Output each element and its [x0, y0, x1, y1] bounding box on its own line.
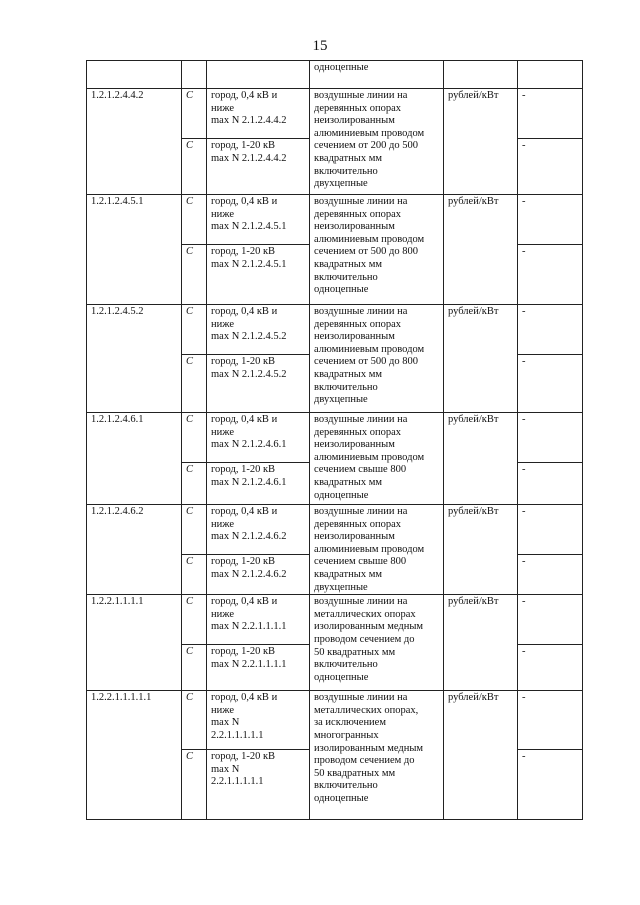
row-description: [310, 195, 444, 305]
category-line: max N: [211, 717, 240, 729]
description-line: за исключением: [314, 717, 386, 729]
row-value: -: [518, 195, 583, 245]
row-category: [207, 195, 310, 245]
row-value: -: [518, 89, 583, 139]
category-line: max N 2.1.2.4.5.2: [211, 368, 287, 380]
description-line: неизолированным: [314, 439, 395, 451]
row-category: [207, 505, 310, 555]
category-line: max N 2.1.2.4.6.1: [211, 439, 287, 451]
description-line: неизолированным: [314, 221, 395, 233]
tariff-table: [86, 60, 583, 820]
description-line: квадратных мм: [314, 476, 382, 488]
description-line: металлических опорах,: [314, 704, 419, 716]
table-row: [87, 595, 583, 645]
row-letter: C: [182, 195, 207, 245]
description-line: воздушные линии на: [314, 306, 408, 317]
row-letter: C: [182, 750, 207, 820]
category-line: город, 1-20 кВ: [211, 556, 276, 568]
row-unit: рублей/кВт: [444, 505, 518, 595]
description-line: сечением от 500 до 800: [314, 356, 418, 368]
description-line: двухцепные: [314, 581, 368, 593]
row-code: 1.2.2.1.1.1.1.1: [87, 691, 182, 820]
row-category: [207, 555, 310, 595]
row-description: [310, 505, 444, 595]
category-line: ниже: [211, 208, 235, 220]
row-letter: C: [182, 355, 207, 413]
row-unit: рублей/кВт: [444, 89, 518, 195]
description-line: 50 квадратных мм: [314, 646, 396, 658]
description-line: неизолированным: [314, 115, 395, 127]
description-line: воздушные линии на: [314, 506, 408, 517]
row-code: 1.2.1.2.4.6.2: [87, 505, 182, 595]
table-row: [87, 305, 583, 355]
description-line: воздушные линии на: [314, 196, 408, 207]
description-line: двухцепные: [314, 394, 368, 406]
row-value: -: [518, 691, 583, 750]
row-category: [207, 355, 310, 413]
description-line: сечением от 500 до 800: [314, 246, 418, 258]
row-category: [207, 645, 310, 691]
description-line: квадратных мм: [314, 152, 382, 164]
row-unit: рублей/кВт: [444, 413, 518, 505]
category-line: max N 2.2.1.1.1.1: [211, 658, 287, 670]
description-line: воздушные линии на: [314, 692, 408, 704]
description-line: воздушные линии на: [314, 596, 408, 608]
description-line: включительно: [314, 381, 378, 393]
row-value: -: [518, 645, 583, 691]
description-line: 50 квадратных мм: [314, 767, 396, 779]
category-line: город, 0,4 кВ и: [211, 414, 278, 425]
description-line: сечением от 200 до 500: [314, 140, 418, 152]
category-line: город, 0,4 кВ и: [211, 596, 278, 608]
continuation-row: [87, 61, 583, 89]
category-line: max N 2.1.2.4.5.1: [211, 258, 287, 270]
row-category: [207, 139, 310, 195]
description-line: одноцепные: [314, 792, 369, 804]
category-line: ниже: [211, 704, 235, 716]
description-line: сечением свыше 800: [314, 464, 407, 476]
row-category: [207, 750, 310, 820]
description-line: изолированным медным: [314, 621, 424, 633]
description-line: включительно: [314, 271, 378, 283]
description-line: сечением свыше 800: [314, 556, 407, 568]
category-line: ниже: [211, 102, 235, 114]
row-description: [310, 89, 444, 195]
category-line: город, 0,4 кВ и: [211, 306, 278, 317]
row-category: [207, 245, 310, 305]
category-line: город, 0,4 кВ и: [211, 692, 278, 704]
category-line: ниже: [211, 608, 235, 620]
description-line: деревянных опорах: [314, 426, 402, 438]
row-category: [207, 89, 310, 139]
description-line: квадратных мм: [314, 568, 382, 580]
description-line: деревянных опорах: [314, 318, 402, 330]
row-value: -: [518, 413, 583, 463]
row-category: [207, 595, 310, 645]
row-code: 1.2.1.2.4.5.1: [87, 195, 182, 305]
row-description: [310, 595, 444, 691]
description-line: деревянных опорах: [314, 208, 402, 220]
row-value: -: [518, 305, 583, 355]
row-description: [310, 413, 444, 505]
row-category: [207, 305, 310, 355]
row-code: 1.2.1.2.4.4.2: [87, 89, 182, 195]
category-line: 2.2.1.1.1.1.1: [211, 729, 264, 741]
description-line: одноцепные: [314, 284, 369, 296]
description-line: алюминиевым проводом: [314, 343, 425, 355]
description-line: деревянных опорах: [314, 518, 402, 530]
row-letter: C: [182, 691, 207, 750]
description-line: деревянных опорах: [314, 102, 402, 114]
row-unit: рублей/кВт: [444, 691, 518, 820]
row-value: -: [518, 750, 583, 820]
category-line: max N 2.1.2.4.6.2: [211, 568, 287, 580]
row-description: [310, 305, 444, 413]
table-row: [87, 691, 583, 750]
description-line: включительно: [314, 165, 378, 177]
description-line: включительно: [314, 659, 378, 671]
continuation-text: одноцепные: [310, 61, 444, 89]
category-line: max N 2.2.1.1.1.1: [211, 621, 287, 633]
description-line: квадратных мм: [314, 258, 382, 270]
description-line: алюминиевым проводом: [314, 451, 425, 463]
row-letter: C: [182, 305, 207, 355]
row-value: -: [518, 355, 583, 413]
table-row: [87, 89, 583, 139]
category-line: max N 2.1.2.4.6.1: [211, 476, 287, 488]
category-line: город, 1-20 кВ: [211, 464, 276, 475]
row-code: 1.2.1.2.4.5.2: [87, 305, 182, 413]
description-line: включительно: [314, 780, 378, 792]
description-line: одноцепные: [314, 671, 369, 683]
row-letter: C: [182, 595, 207, 645]
description-line: алюминиевым проводом: [314, 543, 425, 555]
description-line: алюминиевым проводом: [314, 233, 425, 245]
row-code: 1.2.1.2.4.6.1: [87, 413, 182, 505]
category-line: 2.2.1.1.1.1.1: [211, 776, 264, 788]
category-line: город, 0,4 кВ и: [211, 506, 278, 517]
row-letter: C: [182, 645, 207, 691]
description-line: проводом сечением до: [314, 755, 415, 767]
description-line: воздушные линии на: [314, 414, 408, 425]
category-line: город, 1-20 кВ: [211, 140, 276, 151]
row-code: 1.2.2.1.1.1.1: [87, 595, 182, 691]
row-letter: C: [182, 555, 207, 595]
description-line: металлических опорах: [314, 608, 416, 620]
row-unit: рублей/кВт: [444, 305, 518, 413]
category-line: город, 1-20 кВ: [211, 751, 276, 763]
row-value: -: [518, 555, 583, 595]
row-letter: C: [182, 139, 207, 195]
row-value: -: [518, 463, 583, 505]
row-category: [207, 691, 310, 750]
row-letter: C: [182, 89, 207, 139]
category-line: max N 2.1.2.4.5.1: [211, 221, 287, 233]
row-unit: рублей/кВт: [444, 195, 518, 305]
category-line: max N: [211, 763, 240, 775]
description-line: воздушные линии на: [314, 90, 408, 101]
category-line: ниже: [211, 318, 235, 330]
row-letter: C: [182, 463, 207, 505]
category-line: город, 0,4 кВ и: [211, 90, 278, 101]
row-category: [207, 463, 310, 505]
category-line: max N 2.1.2.4.4.2: [211, 152, 287, 164]
row-value: -: [518, 245, 583, 305]
description-line: многогранных: [314, 729, 379, 741]
table-row: [87, 413, 583, 463]
row-value: -: [518, 595, 583, 645]
category-line: город, 0,4 кВ и: [211, 196, 278, 207]
category-line: max N 2.1.2.4.4.2: [211, 115, 287, 127]
description-line: двухцепные: [314, 178, 368, 190]
row-letter: C: [182, 505, 207, 555]
description-line: изолированным медным: [314, 742, 424, 754]
description-line: неизолированным: [314, 331, 395, 343]
row-letter: C: [182, 413, 207, 463]
row-description: [310, 691, 444, 820]
description-line: одноцепные: [314, 489, 369, 501]
description-line: алюминиевым проводом: [314, 127, 425, 139]
row-value: -: [518, 139, 583, 195]
row-value: -: [518, 505, 583, 555]
category-line: max N 2.1.2.4.5.2: [211, 331, 287, 343]
table-row: [87, 505, 583, 555]
row-category: [207, 413, 310, 463]
category-line: max N 2.1.2.4.6.2: [211, 531, 287, 543]
row-unit: рублей/кВт: [444, 595, 518, 691]
description-line: квадратных мм: [314, 368, 382, 380]
page-number: 15: [312, 38, 328, 54]
category-line: город, 1-20 кВ: [211, 356, 276, 367]
category-line: ниже: [211, 518, 235, 530]
category-line: город, 1-20 кВ: [211, 246, 276, 257]
description-line: неизолированным: [314, 531, 395, 543]
row-letter: C: [182, 245, 207, 305]
table-row: [87, 195, 583, 245]
category-line: город, 1-20 кВ: [211, 646, 276, 658]
description-line: проводом сечением до: [314, 633, 415, 645]
category-line: ниже: [211, 426, 235, 438]
